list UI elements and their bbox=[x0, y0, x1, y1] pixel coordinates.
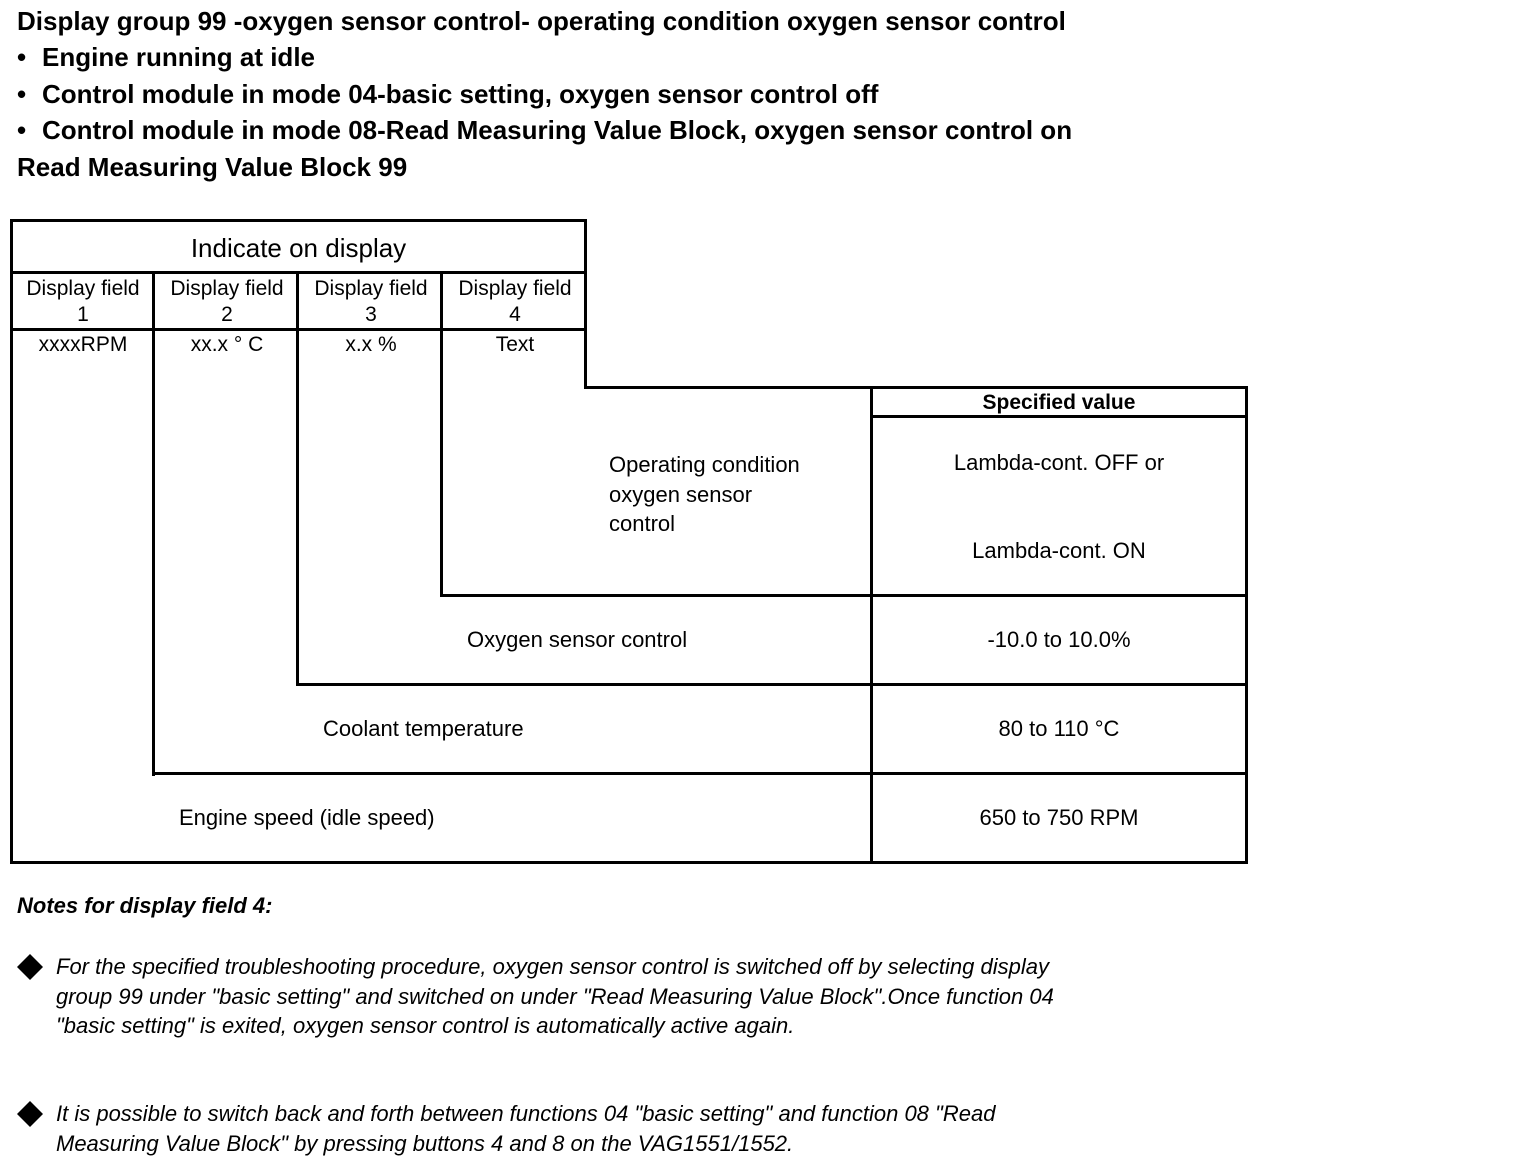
divider bbox=[440, 271, 443, 597]
divider bbox=[152, 772, 1248, 775]
page-title: Display group 99 -oxygen sensor control- operating condition oxygen sensor control bbox=[17, 6, 1066, 36]
row-description-field-4: Operating condition oxygen sensor control bbox=[609, 452, 800, 536]
display-field-2-value: xx.x ° C bbox=[190, 333, 264, 356]
divider bbox=[584, 219, 587, 389]
divider bbox=[10, 861, 1248, 864]
divider bbox=[440, 594, 1248, 597]
row-description-field-1: Engine speed (idle speed) bbox=[179, 805, 435, 830]
display-field-3-header: Display field 3 bbox=[314, 277, 428, 326]
specified-value-header: Specified value bbox=[982, 391, 1136, 414]
divider bbox=[584, 386, 1248, 389]
divider bbox=[296, 683, 1248, 686]
divider bbox=[10, 219, 13, 864]
condition-bullet: • Engine running at idle bbox=[17, 42, 315, 72]
diamond-icon bbox=[17, 1101, 43, 1127]
condition-bullet: • Control module in mode 08-Read Measuring Value Block, oxygen sensor control on bbox=[17, 115, 1073, 145]
divider bbox=[296, 271, 299, 686]
row-description-field-2: Coolant temperature bbox=[323, 716, 524, 741]
note-item: For the specified troubleshooting procedure, oxygen sensor control is switched off by selecting display group 99 under "basic setting" and switched on under "Read Measuring Value Block".Once function 04 "basic setting" is exited, oxygen sensor control is automatically active again. bbox=[17, 952, 1117, 1072]
display-field-1-value: xxxxRPM bbox=[38, 333, 128, 356]
indicate-title: Indicate on display bbox=[190, 233, 407, 263]
row-description-field-3: Oxygen sensor control bbox=[467, 627, 688, 652]
display-field-4-value: Text bbox=[495, 333, 535, 356]
notes-title: Notes for display field 4: bbox=[17, 893, 273, 918]
row-specified-field-1: 650 to 750 RPM bbox=[979, 805, 1139, 830]
note-item: It is possible to switch back and forth between functions 04 "basic setting" and function 08 "Read Measuring Value Block" by pressing buttons 4 and 8 on the VAG1551/1552. bbox=[17, 1099, 1117, 1161]
display-field-1-header: Display field 1 bbox=[26, 277, 140, 326]
condition-bullet: • Control module in mode 04-basic setting, oxygen sensor control off bbox=[17, 79, 879, 109]
display-field-3-value: x.x % bbox=[345, 333, 397, 356]
diamond-icon bbox=[17, 954, 43, 980]
row-specified-field-3: -10.0 to 10.0% bbox=[987, 627, 1131, 652]
display-field-4-header: Display field 4 bbox=[458, 277, 572, 326]
row-specified-field-4-off: Lambda-cont. OFF or bbox=[953, 450, 1165, 475]
row-specified-field-2: 80 to 110 °C bbox=[998, 716, 1120, 741]
display-field-2-header: Display field 2 bbox=[170, 277, 284, 326]
measuring-block-line: Read Measuring Value Block 99 bbox=[17, 152, 408, 182]
divider bbox=[152, 271, 155, 776]
divider bbox=[870, 415, 1248, 418]
divider bbox=[1245, 386, 1248, 864]
row-specified-field-4-on: Lambda-cont. ON bbox=[972, 538, 1146, 563]
